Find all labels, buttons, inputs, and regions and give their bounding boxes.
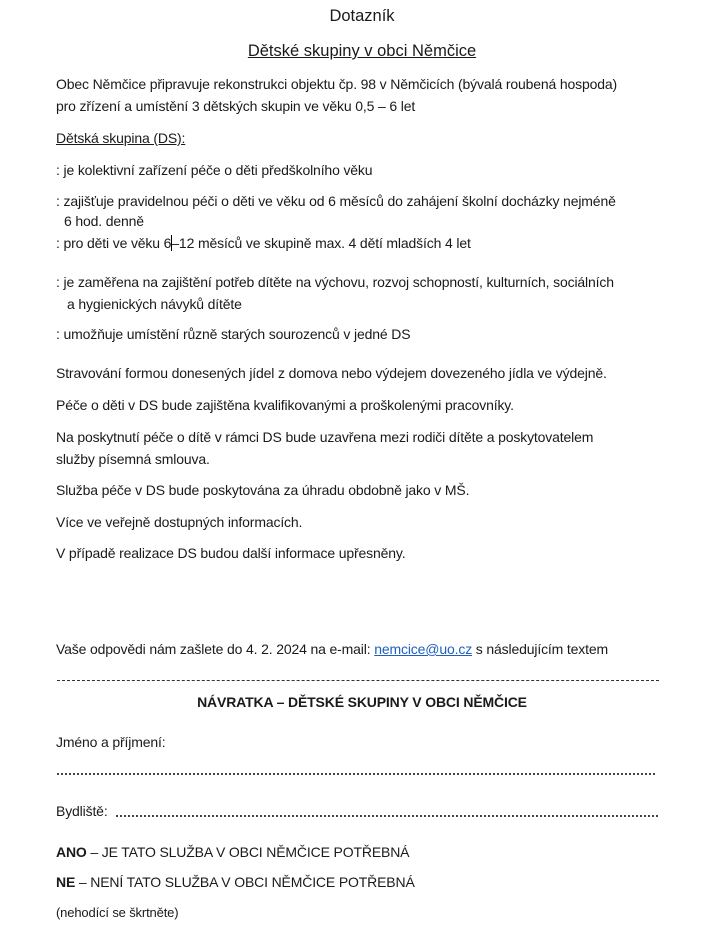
intro-line-2: pro zřízení a umístění 3 dětských skupin ve věku 0,5 – 6 let xyxy=(56,98,416,114)
name-label: Jméno a příjmení: xyxy=(56,734,166,750)
paragraph-details: V případě realizace DS budou další informace upřesněny. xyxy=(56,545,406,561)
ds-item-infants xyxy=(56,234,471,252)
paragraph-more-info: Více ve veřejně dostupných informacích. xyxy=(56,514,303,530)
option-yes-key: ANO xyxy=(56,844,87,860)
ds-item-siblings: : umožňuje umístění různě starých sourozenců v jedné DS xyxy=(56,326,411,342)
cut-line-separator xyxy=(57,680,659,681)
paragraph-catering: Stravování formou donesených jídel z domova nebo výdejem dovezeného jídla ve výdejně. xyxy=(56,365,607,381)
reply-text-after: s následujícím textem xyxy=(472,641,609,657)
reply-text-before: Vaše odpovědi nám zašlete do 4. 2. 2024 na e-mail: xyxy=(56,641,375,657)
ds-item-collective-care: : je kolektivní zařízení péče o děti předškolního věku xyxy=(56,162,373,178)
ds-item-needs-line-2: a hygienických návyků dítěte xyxy=(67,296,242,312)
ds-item-regular-care-line-2: 6 hod. denně xyxy=(64,213,144,229)
strike-out-note: (nehodící se škrtněte) xyxy=(56,905,179,920)
document-heading: Dotazník xyxy=(329,7,395,25)
ds-item-needs-line-1: : je zaměřena na zajištění potřeb dítěte na výchovu, rozvoj schopností, kulturních, sociálních xyxy=(56,274,614,290)
paragraph-staff: Péče o děti v DS bude zajištěna kvalifikovanými a proškolenými pracovníky. xyxy=(56,397,514,413)
option-yes[interactable] xyxy=(56,843,409,861)
paragraph-contract-line-2: služby písemná smlouva. xyxy=(56,451,210,467)
reply-instructions xyxy=(56,640,608,658)
address-label: Bydliště: xyxy=(56,803,108,819)
ds-heading: Dětská skupina (DS): xyxy=(56,130,186,146)
option-no-key: NE xyxy=(56,874,76,890)
paragraph-contract-line-1: Na poskytnutí péče o dítě v rámci DS bude uzavřena mezi rodiči dítěte a poskytovatelem xyxy=(56,429,594,445)
option-no-text: – NENÍ TATO SLUŽBA V OBCI NĚMČICE POTŘEBNÁ xyxy=(75,874,415,890)
email-link[interactable]: nemcice@uo.cz xyxy=(374,641,473,657)
ds-item-infants-part-2: –12 měsíců ve skupině max. 4 dětí mladších 4 let xyxy=(171,235,471,251)
option-yes-text: – JE TATO SLUŽBA V OBCI NĚMČICE POTŘEBNÁ xyxy=(86,844,410,860)
paragraph-payment: Služba péče v DS bude poskytována za úhradu obdobně jako v MŠ. xyxy=(56,482,470,498)
option-no[interactable] xyxy=(56,873,415,891)
address-fill-line[interactable] xyxy=(116,815,658,817)
return-form-title: NÁVRATKA – DĚTSKÉ SKUPINY V OBCI NĚMČICE xyxy=(197,694,527,710)
document-subtitle: Dětské skupiny v obci Němčice xyxy=(247,42,477,60)
ds-item-regular-care-line-1: : zajišťuje pravidelnou péči o děti ve věku od 6 měsíců do zahájení školní docházky nejméně xyxy=(56,193,616,209)
ds-item-infants-part-1: : pro děti ve věku 6 xyxy=(56,235,172,251)
intro-line-1: Obec Němčice připravuje rekonstrukci objektu čp. 98 v Němčicích (bývalá roubená hospoda) xyxy=(56,76,618,92)
name-fill-line[interactable] xyxy=(57,773,655,775)
